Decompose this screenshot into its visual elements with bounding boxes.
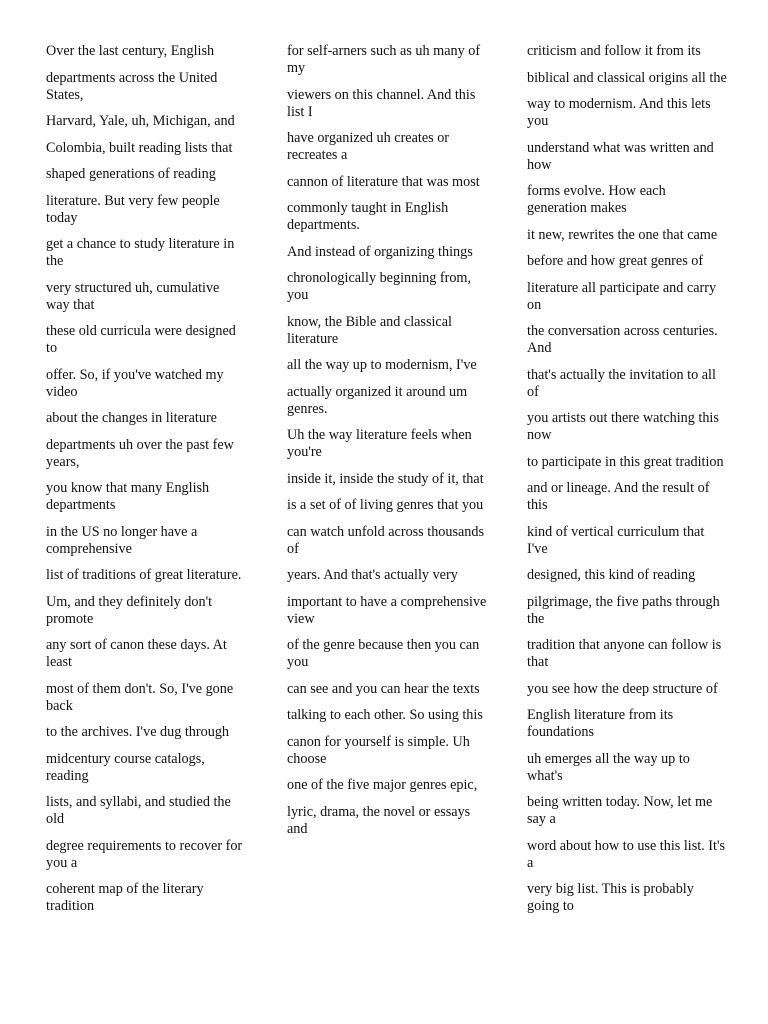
transcript-line: have organized uh creates or recreates a xyxy=(287,130,450,163)
transcript-line: departments across the United States, xyxy=(46,69,218,103)
transcript-line: for self-arners such as uh many of my xyxy=(287,43,481,76)
transcript-line: very big list. This is probably going to xyxy=(527,881,694,914)
transcript-line: Colombia, built reading lists that xyxy=(46,139,233,156)
transcript-line: viewers on this channel. And this list I xyxy=(287,86,476,120)
transcript-line: important to have a comprehensive view xyxy=(287,593,487,627)
transcript-line: of the genre because then you can you xyxy=(287,637,480,670)
transcript-line: Harvard, Yale, uh, Michigan, and xyxy=(46,113,235,129)
text-column-1 xyxy=(46,43,246,1024)
transcript-line: shaped generations of reading xyxy=(46,166,216,182)
transcript-line: coherent map of the literary tradition xyxy=(46,881,204,914)
transcript-line: you see how the deep structure of xyxy=(527,680,718,697)
transcript-line: inside it, inside the study of it, that xyxy=(287,470,484,487)
transcript-line: being written today. Now, let me say a xyxy=(527,794,713,827)
transcript-line: uh emerges all the way up to what's xyxy=(527,750,690,784)
transcript-line: that's actually the invitation to all of xyxy=(527,366,716,400)
transcript-line: get a chance to study literature in the xyxy=(46,236,235,269)
transcript-line: you know that many English departments xyxy=(46,480,210,513)
transcript-line: before and how great genres of xyxy=(527,253,704,269)
transcript-line: talking to each other. So using this xyxy=(287,707,483,723)
transcript-line: forms evolve. How each generation makes xyxy=(527,183,666,216)
transcript-line: pilgrimage, the five paths through the xyxy=(527,593,720,627)
transcript-line: can watch unfold across thousands of xyxy=(287,523,484,557)
transcript-line: understand what was written and how xyxy=(527,139,714,173)
transcript-line: Over the last century, English xyxy=(46,43,215,59)
transcript-line: all the way up to modernism, I've xyxy=(287,357,477,373)
transcript-line: criticism and follow it from its xyxy=(527,43,701,59)
transcript-line: degree requirements to recover for you a xyxy=(46,837,243,871)
transcript-line: years. And that's actually very xyxy=(287,567,458,583)
text-column-3 xyxy=(527,43,727,1024)
transcript-line: commonly taught in English departments. xyxy=(287,200,449,233)
transcript-line: and or lineage. And the result of this xyxy=(527,480,710,513)
transcript-line: tradition that anyone can follow is that xyxy=(527,637,722,670)
transcript-line: designed, this kind of reading xyxy=(527,567,696,583)
transcript-line: departments uh over the past few years, xyxy=(46,436,234,470)
transcript-line: Um, and they definitely don't promote xyxy=(46,593,213,627)
transcript-line: English literature from its foundations xyxy=(527,707,674,740)
transcript-line: offer. So, if you've watched my video xyxy=(46,366,224,400)
transcript-line: And instead of organizing things xyxy=(287,243,473,260)
transcript-line: biblical and classical origins all the xyxy=(527,69,727,86)
transcript-line: to the archives. I've dug through xyxy=(46,724,230,740)
transcript-line: can see and you can hear the texts xyxy=(287,680,480,697)
transcript-line: you artists out there watching this now xyxy=(527,410,719,443)
transcript-line: way to modernism. And this lets you xyxy=(527,96,711,129)
transcript-line: lists, and syllabi, and studied the old xyxy=(46,794,231,827)
transcript-line: any sort of canon these days. At least xyxy=(46,637,227,670)
transcript-line: one of the five major genres epic, xyxy=(287,777,478,793)
transcript-line: it new, rewrites the one that came xyxy=(527,226,718,243)
transcript-line: chronologically beginning from, you xyxy=(287,270,472,303)
transcript-line: list of traditions of great literature. xyxy=(46,567,242,583)
transcript-line: literature all participate and carry on xyxy=(527,279,717,313)
transcript-line: to participate in this great tradition xyxy=(527,453,724,470)
transcript-line: literature. But very few people today xyxy=(46,192,220,226)
transcript-line: word about how to use this list. It's a xyxy=(527,837,726,871)
transcript-line: cannon of literature that was most xyxy=(287,173,480,190)
text-column-2 xyxy=(287,43,487,1024)
transcript-line: very structured uh, cumulative way that xyxy=(46,279,220,313)
transcript-line: Uh the way literature feels when you're xyxy=(287,427,472,460)
transcript-line: about the changes in literature xyxy=(46,410,217,426)
transcript-line: know, the Bible and classical literature xyxy=(287,313,452,347)
transcript-line: the conversation across centuries. And xyxy=(527,323,718,356)
transcript-line: is a set of of living genres that you xyxy=(287,497,484,513)
transcript-line: in the US no longer have a comprehensive xyxy=(46,523,198,557)
transcript-line: these old curricula were designed to xyxy=(46,323,236,356)
transcript-line: canon for yourself is simple. Uh choose xyxy=(287,733,470,767)
transcript-line: midcentury course catalogs, reading xyxy=(46,750,205,784)
transcript-line: lyric, drama, the novel or essays and xyxy=(287,803,471,837)
transcript-line: actually organized it around um genres. xyxy=(287,383,468,417)
transcript-line: most of them don't. So, I've gone back xyxy=(46,680,234,714)
transcript-line: kind of vertical curriculum that I've xyxy=(527,523,705,557)
